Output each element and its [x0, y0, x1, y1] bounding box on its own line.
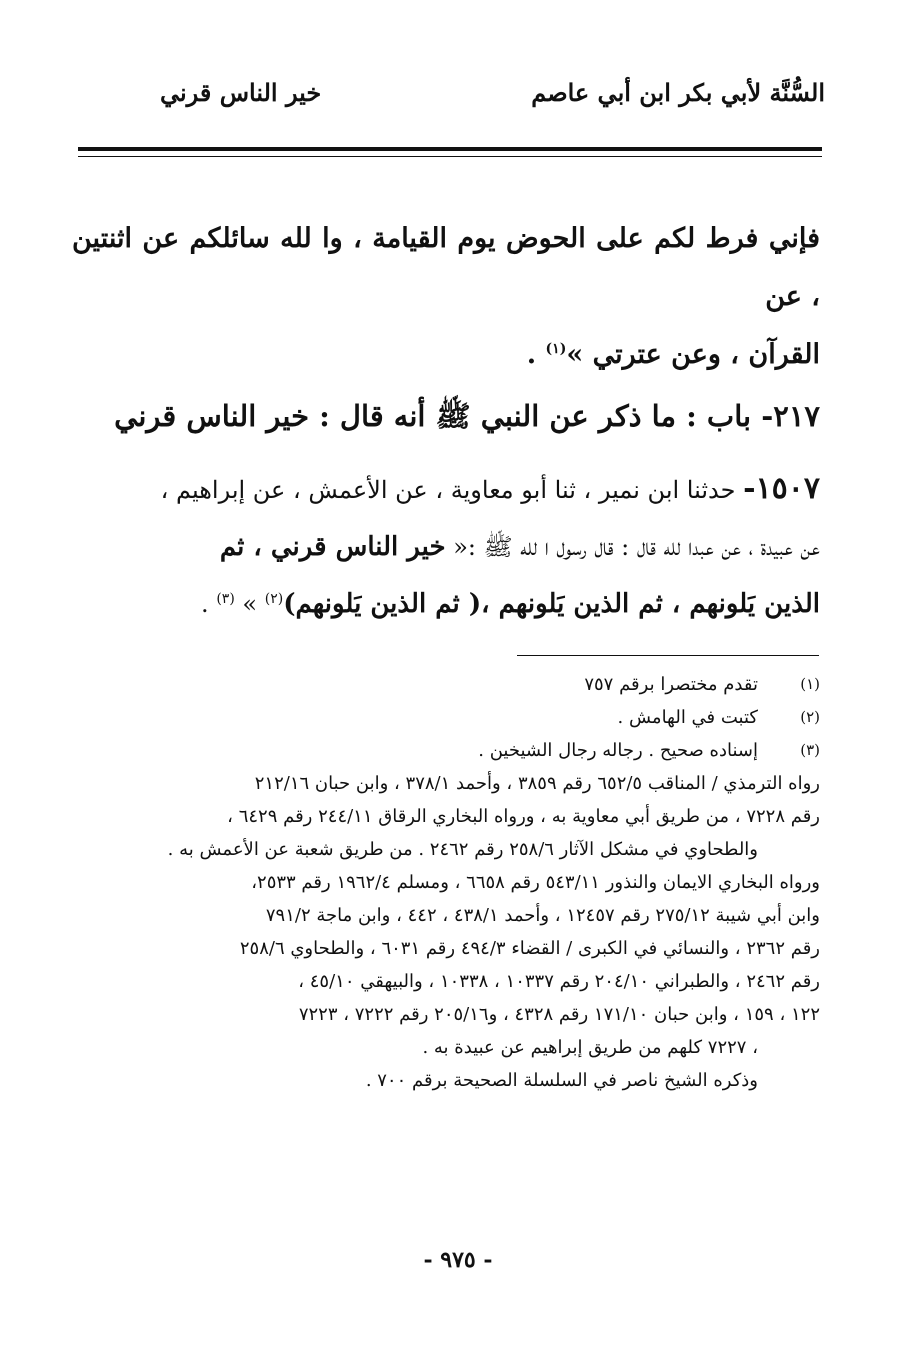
takhrij-line: رقم ٧٢٢٨ ، من طريق أبي معاوية به ، ورواه البخاري الرقاق ٢٤٤/١١ رقم ٦٤٢٩ ،	[227, 806, 820, 827]
page-number: - ٩٧٥ -	[423, 1247, 493, 1273]
footnote-2-text: كتبت في الهامش .	[617, 707, 758, 728]
hadith-close-quote: »	[234, 590, 265, 618]
hadith-end: .	[201, 590, 217, 618]
takhrij-line: وذكره الشيخ ناصر في السلسلة الصحيحة برقم ٧٠٠ .	[365, 1070, 758, 1091]
continuation-line-1: فإني فرط لكم على الحوض يوم القيامة ، وا لله سائلكم عن اثنتين ، عن	[72, 223, 820, 312]
running-header	[160, 70, 825, 120]
footnote-separator	[517, 655, 819, 656]
footnote-marker-3: (٣)	[216, 591, 235, 607]
footnotes	[72, 668, 820, 1097]
continuation-line-2	[72, 326, 820, 384]
takhrij-line: رقم ٢٤٦٢ ، والطبراني ٢٠٤/١٠ رقم ١٠٣٣٧ ، ١٠٣٣٨ ، والبيهقي ٤٥/١٠ ،	[298, 971, 820, 992]
continuation-text: القرآن ، وعن عترتي »	[566, 339, 820, 370]
hadith-1507	[72, 460, 820, 633]
takhrij-line: رقم ٢٣٦٢ ، والنسائي في الكبرى / القضاء ٤٩٤/٣ رقم ٦٠٣١ ، والطحاوي ٢٥٨/٦	[239, 938, 820, 959]
hadith-isnad-1: حدثنا ابن نمير ، ثنا أبو معاوية ، عن الأعمش ، عن إبراهيم ،	[160, 476, 744, 504]
header-rule-thin	[78, 156, 822, 157]
footnote-3-number: (٣)	[800, 741, 820, 759]
chapter-heading: ٢١٧- باب : ما ذكر عن النبي ﷺ أنه قال : خير الناس قرني	[114, 399, 820, 433]
hadith-matn-1: خير الناس قرني ، ثم	[219, 532, 446, 562]
footnote-marker-2: (٢)	[264, 591, 284, 607]
footnote-1-text: تقدم مختصرا برقم ٧٥٧	[584, 674, 758, 695]
takhrij-line: ١٢٢ ، ١٥٩ ، وابن حبان ١٧١/١٠ رقم ٤٣٢٨ ، و٢٠٥/١٦ رقم ٧٢٢٢ ، ٧٢٢٣	[298, 1004, 820, 1025]
previous-hadith-continuation	[72, 210, 820, 384]
footnote-2	[72, 701, 820, 734]
header-rule-thick	[78, 147, 822, 151]
footnote-3-takhrij	[72, 767, 820, 1097]
takhrij-line: ورواه البخاري الايمان والنذور ٥٤٣/١١ رقم ٦٦٥٨ ، ومسلم ١٩٦٢/٤ رقم ٢٥٣٣،	[251, 872, 820, 893]
hadith-isnad-2: عن عبيدة ، عن عبدا لله قال : قال رسول ا لله ﷺ :«	[445, 533, 820, 561]
footnote-marker-1: (١)	[545, 341, 567, 357]
section-title: خير الناس قرني	[160, 78, 322, 107]
takhrij-line: ، ٧٢٢٧ كلهم من طريق إبراهيم عن عبيدة به .	[422, 1037, 758, 1058]
footnote-3-text: إسناده صحيح . رجاله رجال الشيخين .	[478, 740, 758, 761]
takhrij-line: والطحاوي في مشكل الآثار ٢٥٨/٦ رقم ٢٤٦٢ . من طريق شعبة عن الأعمش به .	[167, 839, 758, 860]
book-title: السُّنَّة لأبي بكر ابن أبي عاصم	[531, 78, 825, 107]
continuation-end: .	[526, 339, 546, 370]
footnote-3	[72, 734, 820, 767]
footnote-1	[72, 668, 820, 701]
hadith-number: ١٥٠٧-	[743, 471, 820, 506]
footnote-2-number: (٢)	[800, 708, 820, 726]
hadith-line-3	[72, 576, 820, 633]
hadith-matn-2: الذين يَلونهم ، ثم الذين يَلونهم ،( ثم الذين يَلونهم)	[283, 589, 820, 619]
takhrij-line: وابن أبي شيبة ٢٧٥/١٢ رقم ١٢٤٥٧ ، وأحمد ٤٣٨/١ ، ٤٤٢ ، وابن ماجة ٧٩١/٢	[265, 905, 820, 926]
hadith-line-2	[72, 519, 820, 576]
hadith-line-1	[72, 460, 820, 519]
takhrij-line: رواه الترمذي / المناقب ٦٥٢/٥ رقم ٣٨٥٩ ، وأحمد ٣٧٨/١ ، وابن حبان ٢١٢/١٦	[254, 773, 820, 794]
footnote-1-number: (١)	[800, 675, 820, 693]
